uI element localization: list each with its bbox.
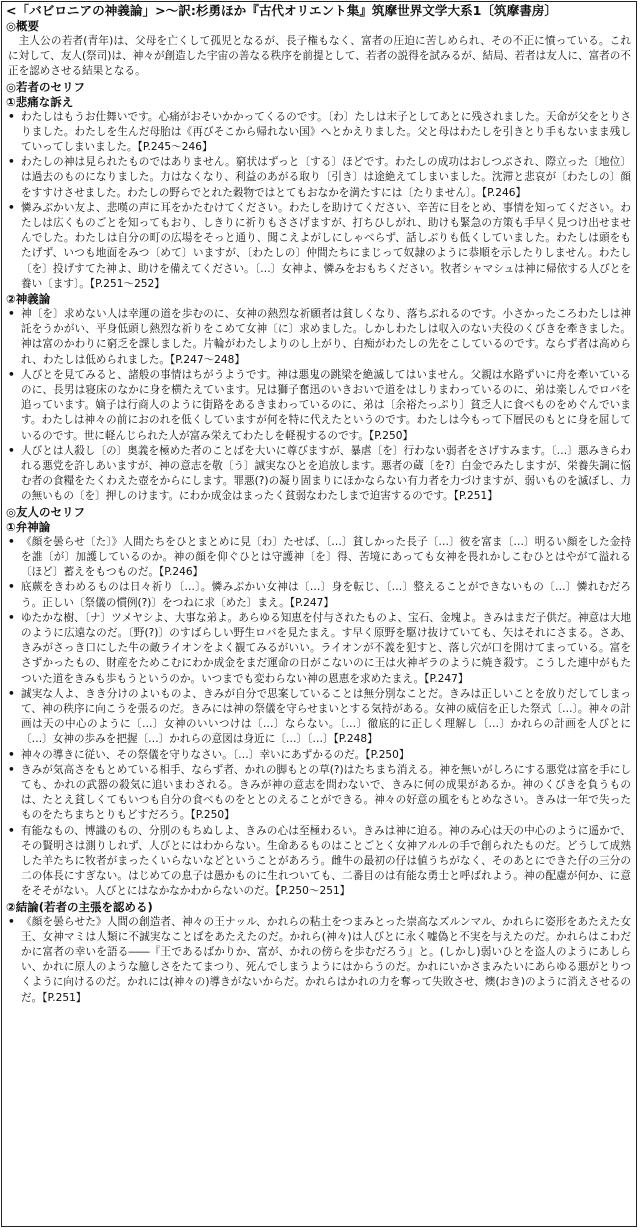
page-reference: 【P.251】	[453, 490, 498, 503]
youth-lament-item	[2, 155, 636, 201]
friend-apologetics-item-text: 神々の導きに従い、その祭儀を守りなさい。〔…〕幸いにあずかるのだ。	[21, 748, 366, 761]
bullet-icon: •	[8, 824, 15, 837]
youth-subheading-theodicy: ②神義論	[6, 292, 51, 307]
bullet-icon: •	[8, 687, 15, 700]
friend-apologetics-item	[2, 748, 636, 763]
bullet-icon: •	[8, 535, 15, 548]
friend-apologetics-item	[2, 763, 636, 824]
youth-lament-item	[2, 201, 636, 292]
youth-subheading-lament: ①悲痛な訴え	[6, 94, 74, 109]
youth-lament-item-text: わたしはもうお仕舞いです。心痛がおそいかかってくるのです。〔わ〕たしは末子としてあとに残されました。天命が父をとりさりました。わたしを生んだ母胎は《再びそこから帰れない国》へとかえりました。父と母はわたしを引きとり手もないまま残していってしまいました。	[21, 110, 631, 154]
page-reference: 【P.250〜251】	[275, 885, 351, 898]
page-reference: 【P.247〜248】	[169, 353, 245, 366]
bullet-icon: •	[8, 581, 15, 594]
page-reference: 【P.246】	[481, 186, 527, 199]
document-frame	[1, 1, 637, 1227]
page-reference: 【P.246】	[158, 566, 204, 579]
friend-heading: ◎友人のセリフ	[6, 504, 86, 519]
overview-heading: ◎概要	[6, 19, 40, 33]
friend-apologetics-item-text: 底蕨をきわめるものは日々祈り〔…〕。憐みぶかい女神は〔…〕身を転じ、〔…〕整えることができないもの〔…〕憐れむだろう。正しい〔祭儀の慣例(?)〕をつねに求〔めた〕まえ。	[21, 581, 631, 609]
youth-theodicy-item-text: 人びとを見てみると、諸般の事情はちがうようです。神は悪鬼の跳梁を絶滅してはいません。父親は水路ずいに舟を牽いているのに、長男は寝床のなかに身を横たえています。兄は獅子奮迅のいきおいで道をはしりまわっているのに、弟は楽しんでロバを追っています。嫡子は行商人のように街路をあるきまわっているのに、弟は〔余裕たっぷり〕貧乏人に食べものをめぐんでいます。わたしは神々の前におのれを低くしていますが何を特に代えたというのです。わたしは今もって下層民のもとに身を屈しているのです。世に軽んじられた人が富み栄えてわたしを軽視するのです。	[21, 368, 631, 442]
friend-apologetics-item	[2, 580, 636, 610]
bullet-icon: •	[8, 915, 15, 928]
friend-apologetics-item	[2, 687, 636, 748]
bullet-icon: •	[8, 368, 15, 381]
page-reference: 【P.250】	[365, 748, 410, 761]
page-reference: 【P.245〜246】	[137, 141, 213, 154]
bullet-icon: •	[8, 201, 15, 214]
friend-apologetics-item	[2, 824, 636, 900]
friend-apologetics-item	[2, 535, 636, 581]
youth-theodicy-item	[2, 307, 636, 368]
bullet-icon: •	[8, 611, 15, 624]
friend-apologetics-item	[2, 611, 636, 687]
bullet-icon: •	[8, 156, 15, 169]
document-title: <「バビロニアの神義論」>〜訳:杉勇ほか『古代オリエント集』筑摩世界文学大系1〔筑摩書房〕	[6, 3, 557, 18]
youth-theodicy-item-text: 人びとは人殺し〔の〕奥義を極めた者のことばを大いに尊びますが、暴虐〔を〕行わない弱者をさげすみます。〔…〕悪みきらわれる悪党を許しあいますが、神の意志を敬〔う〕誠実なひとを追放します。悪者の蔵〔を?〕白金でみたしますが、栄養失調に悩む者の食糧をたくわえた壺をからにします。罪悪(?)の凝り固まりにほかならない有力者を力づけますが、弱いものを滅ぼし、力の無いもの〔を〕押しのけます。にわか成金はまったく貧弱なわたしまで迫害するのです。	[21, 444, 631, 503]
youth-lament-list	[2, 110, 636, 292]
youth-lament-item	[2, 110, 636, 156]
page-reference: 【P.251】	[42, 991, 87, 1004]
bullet-icon: •	[8, 444, 15, 457]
youth-lament-item-text: わたしの神は見られたものではありません。窮状はずっと〔する〕ほどです。わたしの成功はおしつぶされ、際立った〔地位〕は過去のものになりました。力はなくなり、利益のあがる取り〔引き〕は途絶えてしまいました。沈滞と悲哀が〔わたしの〕顔をすすけさせました。わたしの野らでとれた穀物ではとてもおなかを満たすには〔たりません〕。	[21, 156, 631, 199]
youth-lament-item-text: 憐みぶかい友よ、悲嘆の声に耳をかたむけてください。わたしを助けてください、辛苦に目をとめ、事情を知ってください。わたしは広くものごとを知ってもおり、しきりに祈りもささげますが、打ちひしがれ、助けも緊急の方策も手早く見つけ出せませんでした。わたしは自分の町の広場をそっと通り、聞こえよがしにしゃべらず、話しぶりも低くしていました。わたしは頭をもたげず、いつも地面をみつ〔めて〕いますが、〔わたしの〕仲間たちにまじって奴隷のように恭順を示したりしません。わたし〔を〕投げすてた神よ、助けを備えてください。〔…〕女神よ、憐みをおもちください。牧者シャマシュは神に帰依する人びとを養い〔ます〕。	[21, 201, 631, 290]
bullet-icon: •	[8, 763, 15, 776]
bullet-icon: •	[8, 110, 15, 123]
friend-subheading-apologetics: ①弁神論	[6, 519, 51, 534]
youth-theodicy-item	[2, 368, 636, 444]
friend-conclusion-item-text: 《顔を曇らせた》人間の創造者、神々の王ナッル、かれらの粘土をつまみとった崇高なズルンマル、かれらに姿形をあたえた女王、女神マミは人類に不誠実なことばをあたえたのだ。かれら(神々)は人びとに永く嘘偽と不実を与えたのだ。かれらはこわだかに富者の幸いを語る――『王であるばかりか、富が、かれの傍らを歩むだろう』と。(しかし)弱いひとを盗人のようにあしらい、かれに原人のような臆しさをたてまつり、死んでしまうようにはからうのだ。かれにいかさまみたいにあらゆる悪がとりつくように向けるのだ。かれには(神々の)導きがないからだ。かれらはかれの力を奪って失敗させ、燠(おき)のように消えさせるのだ。	[21, 915, 631, 1004]
overview-text: 主人公の若者(青年)は、父母を亡くして孤児となるが、長子権もなく、富者の圧迫に苦しめられ、その不正に憤っている。これに対して、友人(祭司)は、神々が創造した宇宙の善なる秩序を前提として、若者の説得を試みるが、結局、若者は友人に、富者の不正を認めさせる結果となる。	[8, 35, 631, 78]
youth-theodicy-list	[2, 307, 636, 505]
youth-heading: ◎若者のセリフ	[6, 79, 86, 94]
friend-conclusion-item	[2, 915, 636, 1006]
friend-apologetics-item-text: 《顔を曇らせ〔た〕》人間たちをひとまとめに見〔わ〕たせば、〔…〕貧しかった長子〔…〕彼を富ま〔…〕明るい顔をした金持を誰〔が〕加護しているのか。神の顔を仰ぐひとは守護神〔を〕得、苦境にあっても女神を畏れかしこむひとはやがて溢れる〔ほど〕蓄えをもつものだ。	[21, 535, 631, 579]
youth-theodicy-item-text: 神〔を〕求めない人は幸運の道を歩むのに、女神の熱烈な祈願者は貧しくなり、落ちぶれるのです。小さかったころわたしは神託をうかがい、平身低頭し熱烈な祈りをこめて女神〔に〕求めました。しかしわたしは収入のない夫役のくびきを牽きました。神は富のかわりに窮乏を課しました。片輪がわたしよりのし上がり、白痴がわたしの先をこしているのです。ならず者は高められ、わたしは低められました。	[21, 308, 631, 366]
friend-conclusion-list	[2, 915, 636, 1006]
page-reference: 【P.250】	[190, 809, 235, 822]
page-reference: 【P.247】	[289, 596, 334, 609]
friend-apologetics-item-text: ゆたかな樹、〔ナ〕ツメヤシよ、大事な弟よ。あらゆる知恵を付与されたものよ、宝石、金塊よ。きみはまだ子供だ。神意は大地のように広遠なのだ。〔野(?)〕のすばらしい野生ロバを見たまえ。す早く原野を駆け抜けていても、矢はそれにさまる。さあ、きみがさっき口にした牛の敵ライオンをよく観てみるがいい。ライオンが不義を犯すと、落し穴が口を開けてまっている。富をさずかったもの、財産をためこむにわか成金をまだ運命の日がこないのに王は火神ギラのように焼き殺す。こうした連中がもたついた道をきみも歩もうというのか。いつまでも変わらない神の恩恵を求めたまえ。	[21, 611, 631, 685]
friend-apologetics-item-text: 有能なもの、博識のもの、分別のもちぬしよ、きみの心は至極わるい。きみは神に迫る。神のみ心は天の中心のように遥かで、その賢明さは測りしれず、人びとにはわからない。生命あるものはことごとく女神アルルの手で創られたものだ。どうして成熟した羊たちに牧者がまったくいらないなどということがあろう。雌牛の最初の仔は値うちがなく、そのあとにできた仔の三分の二の体長にすぎない。はじめての息子は愚かものに生れついても、二番目のは有能な勇士と呼ばれよう。神の配慮が何か、に意をそそがない。人びとにはなかなかわからないのだ。	[21, 824, 631, 898]
page-reference: 【P.247】	[424, 672, 469, 685]
bullet-icon: •	[8, 748, 15, 761]
page-reference: 【P.251〜252】	[89, 277, 165, 290]
page-reference: 【P.250】	[368, 429, 414, 442]
friend-subheading-conclusion: ②結論(若者の主張を認める)	[6, 899, 153, 914]
youth-theodicy-item	[2, 444, 636, 505]
friend-apologetics-item-text: 誠実な人よ、きき分けのよいものよ、きみが自分で思案していることは無分別なことだ。きみは正しいことを放りだしてしまって、神の秩序に向こうを張るのだ。きみには神の祭儀を守らせまいとする気持がある。女神の威信を正した祭式〔…〕。神々の計画は天の中心のように〔…〕女神のいいつけは〔…〕ならない。〔…〕徹底的に正しく理解し〔…〕かれらの計画を人びとに〔…〕女神の歩みを把握〔…〕かれらの意図は身近に〔…〕〔…〕	[21, 687, 631, 746]
bullet-icon: •	[8, 308, 15, 321]
page-reference: 【P.248】	[333, 733, 378, 746]
friend-apologetics-list	[2, 535, 636, 900]
friend-apologetics-item-text: きみが気高さをもとめている相手、ならず者、かれの脚もとの草(?)はたちまち消える。神を無いがしろにする悪党は富を手にしても、かれの武器の殺気に追いまわされる。きみが神の意志を問わないで、きみに何の成果があるか。神のくびきを負うものは、たとえ貧しくてもいつも自分の食べものをととのえることができる。神々の好意の風をもとめなさい。きみは一年で失ったものをたちまちとりもどすだろう。	[21, 763, 631, 822]
